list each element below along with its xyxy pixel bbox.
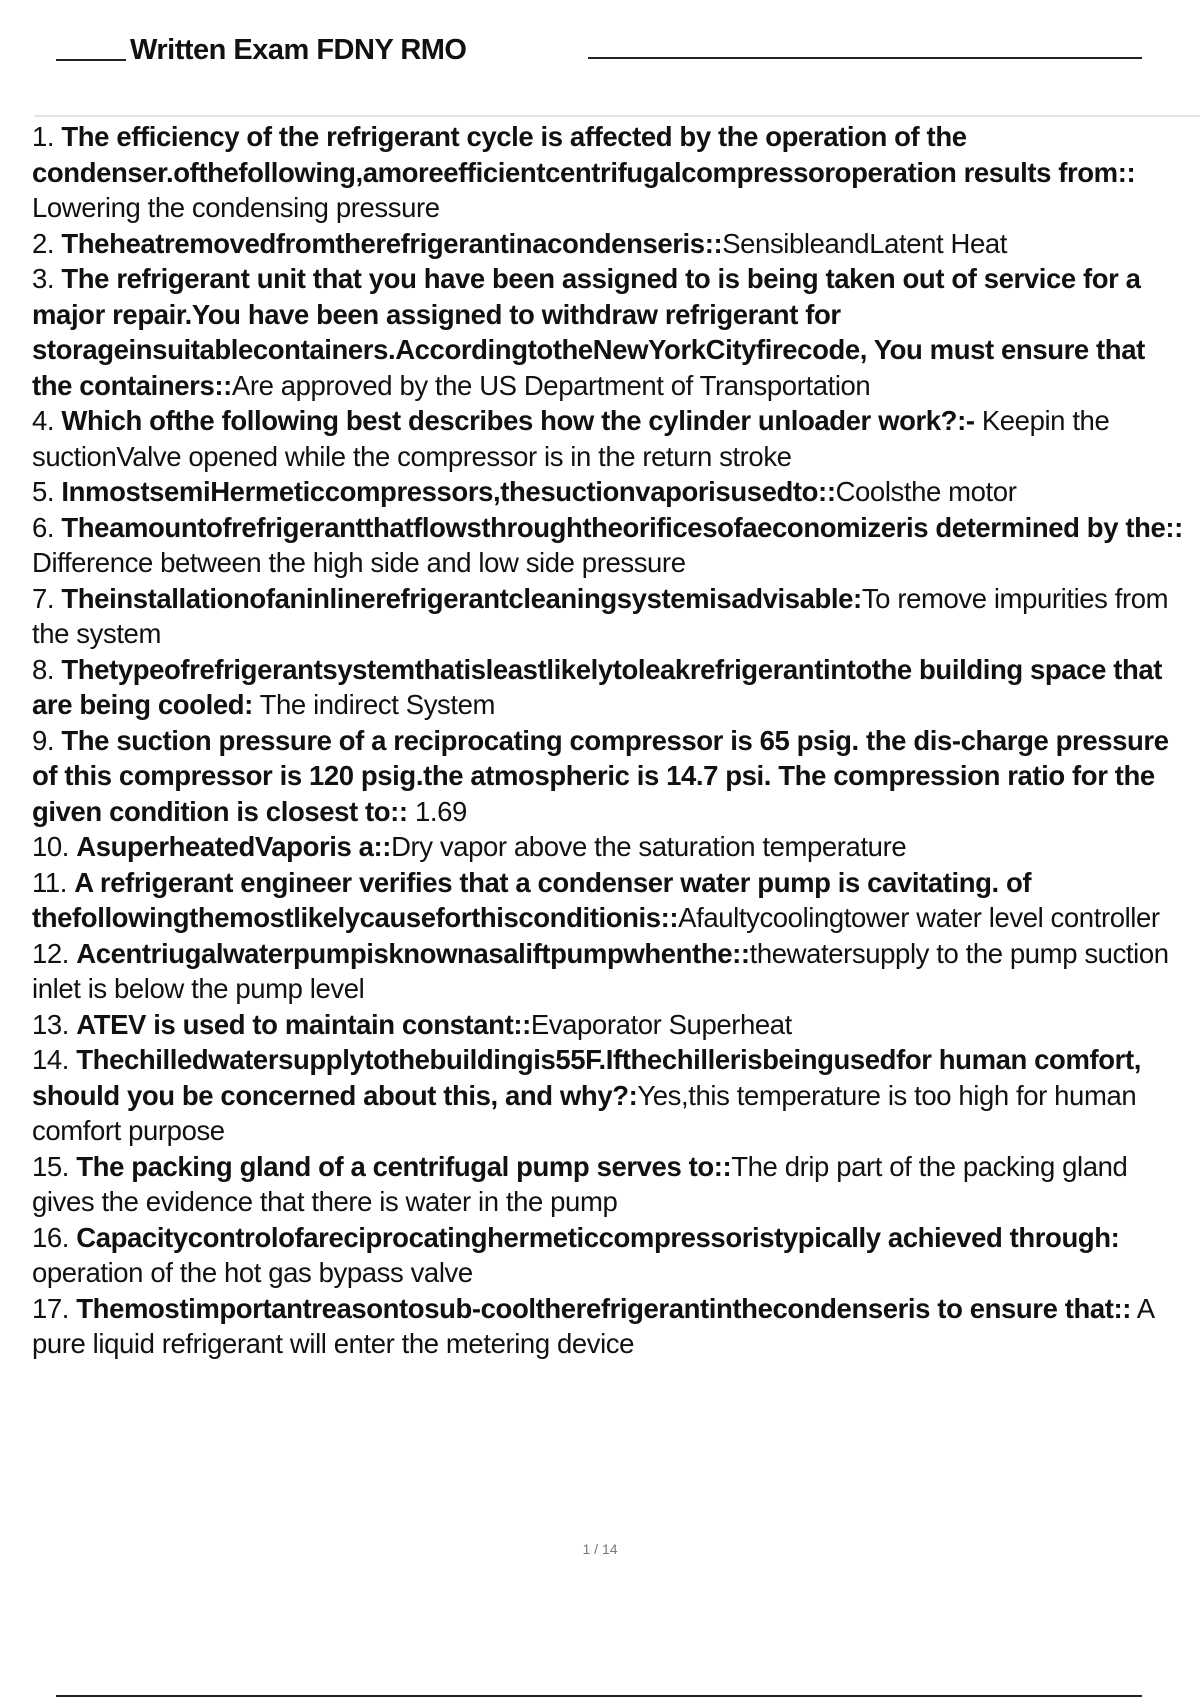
question-number: 6. [32,511,55,543]
question-number: 14. [32,1044,70,1075]
question-text: Theinstallationofaninlinerefrigerantcleaningsystemisadvisable: [61,582,862,614]
answer-text: operation of the hot gas bypass valve [32,1257,473,1288]
question-item [32,652,1184,723]
question-text: Capacitycontrolofareciprocatinghermeticcompressoristypically achieved through: [76,1221,1120,1253]
question-item [32,1149,1184,1220]
footer-rule [56,1695,1142,1697]
question-number: 9. [32,724,55,756]
question-number: 1. [32,121,55,152]
answer-text: To remove impurities from the system [32,582,1169,649]
question-number: 13. [32,1008,70,1040]
question-number: 4. [32,405,55,436]
question-text: The packing gland of a centrifugal pump serves to:: [76,1150,732,1182]
question-number: 2. [32,227,55,259]
question-number: 5. [32,476,55,507]
answer-text: Are approved by the US Department of Transportation [231,369,871,401]
question-text: InmostsemiHermeticcompressors,thesuctionvaporisusedto:: [61,476,836,507]
question-number: 3. [32,263,55,294]
question-item [32,1291,1184,1362]
question-text: Which ofthe following best describes how the cylinder unloader work?:- [61,405,975,436]
header-divider [34,115,1200,117]
question-item [32,865,1184,936]
answer-text: The indirect System [259,689,496,720]
question-item [32,510,1184,581]
answer-text: 1.69 [414,795,467,827]
answer-text: A pure liquid refrigerant will enter the metering device [32,1292,1154,1359]
answer-text: Afaultycoolingtower water level controller [678,902,1160,933]
question-text: Acentriugalwaterpumpisknownasaliftpumpwhenthe:: [76,937,750,969]
question-item [32,1042,1184,1149]
question-text: Thechilledwatersupplytothebuildingis55F.Ifthechillerisbeingusedfor human comfort, should you be concerned about this, and why?: [32,1044,1141,1111]
question-text: ATEV is used to maintain constant:: [76,1008,531,1040]
question-number: 10. [32,831,70,862]
question-text: A refrigerant engineer verifies that a condenser water pump is cavitating. of thefollowingthemostlikelycauseforthisconditionis:: [32,866,1032,933]
question-item [32,226,1184,262]
answer-text: Evaporator Superheat [530,1008,792,1040]
answer-text: Lowering the condensing pressure [32,192,440,223]
question-text: Theheatremovedfromtherefrigerantinacondenseris:: [61,227,723,259]
question-number: 8. [32,653,55,685]
question-item [32,261,1184,403]
question-item [32,936,1184,1007]
answer-text: The drip part of the packing gland gives the evidence that there is water in the pump [32,1150,1128,1217]
question-item [32,1220,1184,1291]
question-item [32,474,1184,510]
question-number: 11. [32,866,67,898]
document-title: Written Exam FDNY RMO [130,34,467,66]
question-item [32,723,1184,830]
question-number: 12. [32,937,70,969]
answer-text: Yes,this temperature is too high for human comfort purpose [32,1079,1137,1146]
answer-text: Dry vapor above the saturation temperature [391,831,907,862]
answer-text: thewatersupply to the pump suction inlet is below the pump level [32,937,1169,1004]
question-item [32,403,1184,474]
question-text: AsuperheatedVaporis a:: [76,831,392,862]
question-text: The refrigerant unit that you have been assigned to is being taken out of service for a major repair.You have been assigned to withdraw refrigerant for storageinsuitablecontainers.AccordingtotheNewYorkCityfirecode, You must ensure that the containers:: [32,263,1145,401]
question-list [32,119,1184,1362]
question-item [32,119,1184,226]
answer-text: Coolsthe motor [835,476,1017,507]
question-text: Thetypeofrefrigerantsystemthatisleastlikelytoleakrefrigerantintothe building space that are being cooled: [32,653,1163,720]
question-number: 15. [32,1150,70,1182]
page-header [56,30,1142,80]
answer-text: SensibleandLatent Heat [722,227,1007,259]
header-rule-right [588,57,1142,59]
question-item [32,581,1184,652]
question-item [32,829,1184,865]
question-text: Themostimportantreasontosub-cooltherefrigerantinthecondenseris to ensure that:: [76,1292,1132,1324]
question-number: 7. [32,582,55,614]
question-text: Theamountofrefrigerantthatflowsthroughtheorificesofaeconomizeris determined by the:: [61,511,1183,543]
answer-text: Keepin the suctionValve opened while the compressor is in the return stroke [32,405,1110,472]
header-rule-left [56,59,126,61]
question-item [32,1007,1184,1043]
page-indicator: 1 / 14 [582,1541,618,1557]
question-number: 16. [32,1221,70,1253]
question-text: The efficiency of the refrigerant cycle is affected by the operation of the condenser.ofthefollowing,amoreefficientcentrifugalcompressoroperation results from:: [32,121,1136,188]
question-number: 17. [32,1292,70,1324]
answer-text: Difference between the high side and low side pressure [32,547,686,578]
question-text: The suction pressure of a reciprocating compressor is 65 psig. the dis-charge pressure of this compressor is 120 psig.the atmospheric is 14.7 psi. The compression ratio for the given condition is closest to:: [32,724,1169,827]
